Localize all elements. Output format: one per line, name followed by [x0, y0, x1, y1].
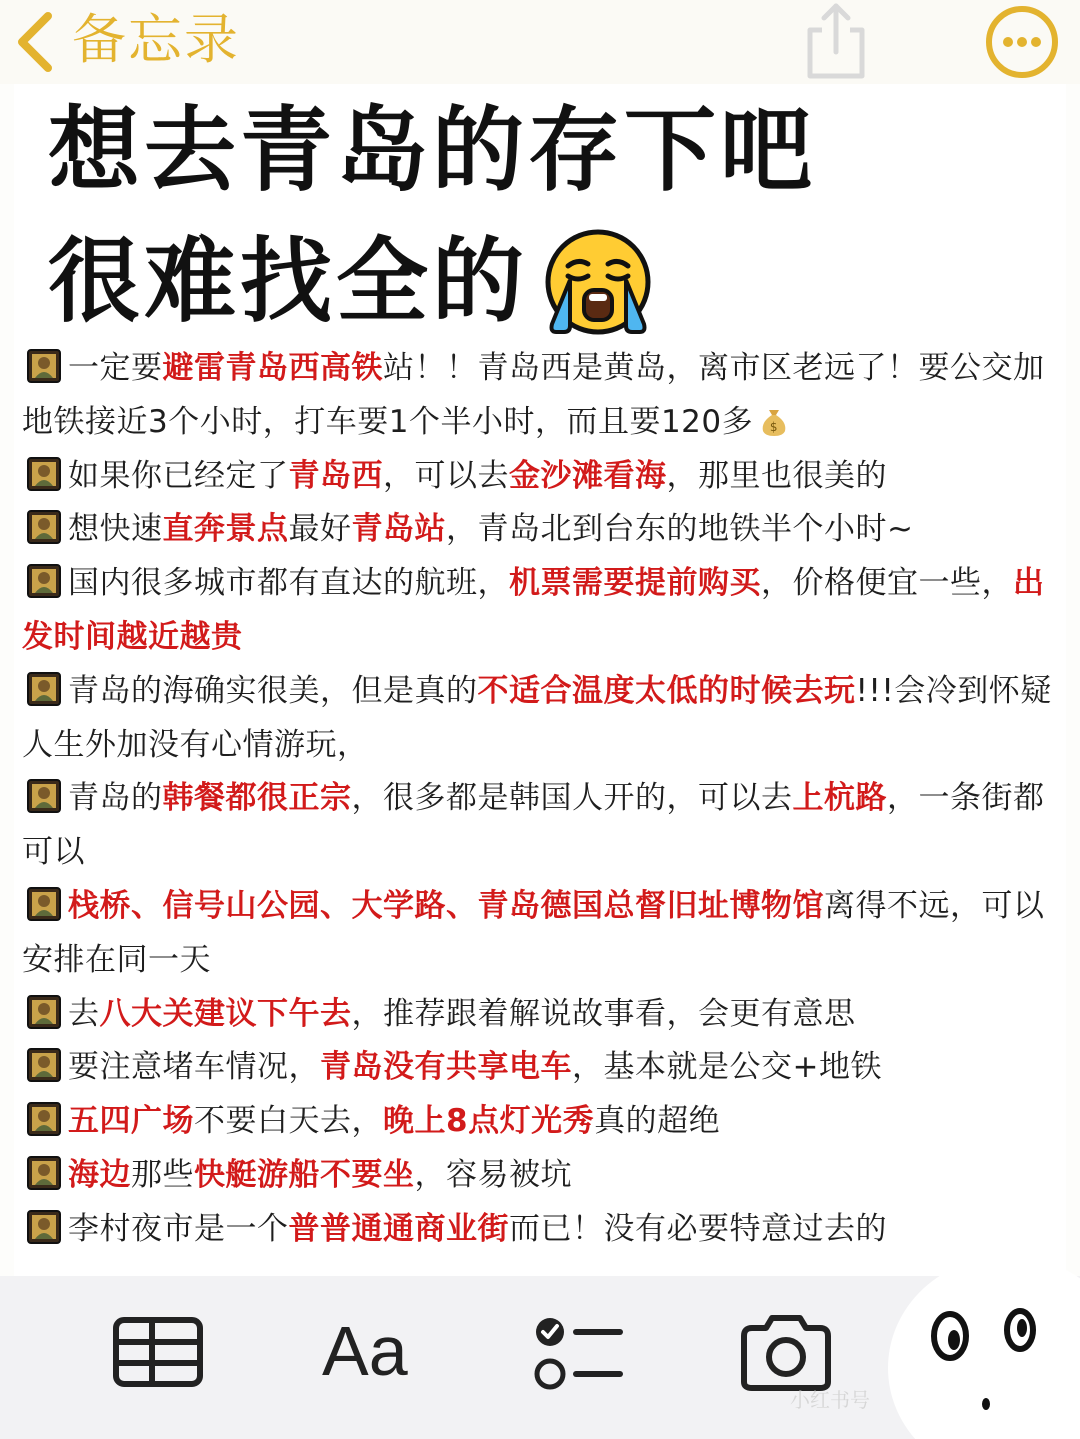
- svg-text:$: $: [770, 419, 779, 434]
- note-text: 不要白天去，: [194, 1103, 383, 1140]
- highlight-text: 金沙滩看海: [509, 457, 667, 494]
- highlight-text: 青岛没有共享电车: [320, 1049, 572, 1086]
- note-paragraph: [22, 557, 1052, 665]
- photo-frame-icon: [26, 1209, 62, 1245]
- photo-frame-icon: [26, 1101, 62, 1137]
- highlight-text: 出发时间越近越贵: [22, 565, 1045, 655]
- watermark: 小红书号: [790, 1388, 870, 1412]
- highlight-text: 栈桥、信号山公园、大学路、青岛德国总督旧址博物馆: [68, 887, 824, 924]
- note-text: 要注意堵车情况，: [68, 1049, 320, 1086]
- note-text: ，基本就是公交+地铁: [572, 1049, 882, 1086]
- note-paragraph: [22, 450, 1052, 504]
- table-icon[interactable]: [112, 1316, 204, 1388]
- note-text: 一定要: [68, 350, 163, 386]
- highlight-text: 机票需要提前购买: [509, 565, 761, 602]
- highlight-text: 普普通通商业街: [288, 1210, 509, 1247]
- highlight-text: 海边: [68, 1156, 131, 1193]
- photo-frame-icon: [26, 778, 62, 814]
- note-text: 去: [68, 995, 100, 1032]
- note-text: 国内很多城市都有直达的航班，: [68, 565, 509, 602]
- note-text: 站！！青岛西是黄岛，离市区老远了！要公交加地铁接近3个小时，打车要1个半小时，而且要120多: [22, 350, 1045, 440]
- note-paragraph: [22, 1095, 1052, 1149]
- note-text: ，可以去: [383, 457, 509, 494]
- note-body[interactable]: [22, 342, 1052, 1257]
- note-text: ，很多都是韩国人开的，可以去: [351, 780, 793, 817]
- text-format-button[interactable]: Aa: [322, 1312, 408, 1390]
- highlight-text: 避雷青岛西高铁: [162, 350, 383, 386]
- note-text: 青岛的: [68, 780, 163, 817]
- note-paragraph: [22, 880, 1052, 988]
- highlight-text: 青岛站: [351, 511, 446, 548]
- share-icon[interactable]: [800, 0, 872, 82]
- note-paragraph: [22, 1041, 1052, 1095]
- highlight-text: 八大关建议下午去: [99, 995, 352, 1032]
- highlight-text: 五四广场: [68, 1103, 194, 1140]
- highlight-text: 青岛西: [288, 457, 383, 494]
- note-text: ，容易被坑: [414, 1156, 572, 1193]
- note-title-line-1: 想去青岛的存下吧: [48, 97, 817, 204]
- note-text: 如果你已经定了: [68, 457, 289, 494]
- photo-frame-icon: [26, 456, 62, 492]
- note-text: 离得不远，可以安排在同一天: [22, 887, 1045, 978]
- highlight-text: 上杭路: [792, 780, 887, 817]
- photo-frame-icon: [26, 563, 62, 599]
- photo-frame-icon: [26, 994, 62, 1030]
- note-text: ，推荐跟着解说故事看，会更有意思: [351, 995, 856, 1032]
- face-sticker-icon: [882, 1250, 1080, 1439]
- chevron-left-icon: [4, 4, 68, 76]
- note-text: 李村夜市是一个: [68, 1210, 289, 1247]
- more-icon[interactable]: [984, 4, 1060, 80]
- note-text: ，青岛北到台东的地铁半个小时~: [446, 511, 914, 548]
- crying-face-icon: [542, 226, 654, 338]
- note-text: 青岛的海确实很美，但是真的: [68, 672, 478, 709]
- note-text: 想快速: [68, 511, 163, 548]
- note-text: 那些: [131, 1156, 194, 1193]
- highlight-text: 不适合温度太低的时候去玩: [477, 672, 856, 709]
- photo-frame-icon: [26, 671, 62, 707]
- note-text: !!!会冷到怀疑人生外加没有心情游玩，: [22, 672, 1052, 763]
- note-text: 而已！没有必要特意过去的: [509, 1210, 887, 1247]
- note-paragraph: [22, 772, 1052, 880]
- highlight-text: 韩餐都很正宗: [162, 780, 352, 817]
- photo-frame-icon: [26, 1047, 62, 1083]
- photo-frame-icon: [26, 886, 62, 922]
- note-text: 真的超绝: [594, 1103, 721, 1140]
- note-title-line-2-row: [48, 226, 654, 338]
- note-text: 最好: [288, 511, 352, 548]
- photo-frame-icon: [26, 1155, 62, 1191]
- note-text: ，那里也很美的: [666, 457, 887, 494]
- note-title-line-2: 很难找全的: [48, 228, 529, 335]
- note-paragraph: [22, 1203, 1052, 1257]
- highlight-text: 晚上8点灯光秀: [383, 1103, 595, 1140]
- photo-frame-icon: [26, 348, 62, 384]
- note-paragraph: [22, 988, 1052, 1042]
- back-label: 备忘录: [72, 8, 240, 71]
- note-paragraph: [22, 665, 1052, 773]
- back-button[interactable]: [4, 4, 240, 76]
- highlight-text: 直奔景点: [162, 511, 289, 548]
- note-paragraph: [22, 503, 1052, 557]
- note-text: ，一条街都可以: [22, 780, 1045, 871]
- photo-frame-icon: [26, 509, 62, 545]
- camera-icon[interactable]: [738, 1312, 834, 1392]
- note-paragraph: [22, 1149, 1052, 1203]
- note-paragraph: [22, 342, 1052, 450]
- money-bag-icon: [757, 404, 791, 438]
- checklist-icon[interactable]: [532, 1312, 624, 1396]
- nav-bar: [0, 0, 1080, 84]
- highlight-text: 快艇游船不要坐: [194, 1156, 415, 1193]
- note-text: ，价格便宜一些，: [761, 565, 1013, 602]
